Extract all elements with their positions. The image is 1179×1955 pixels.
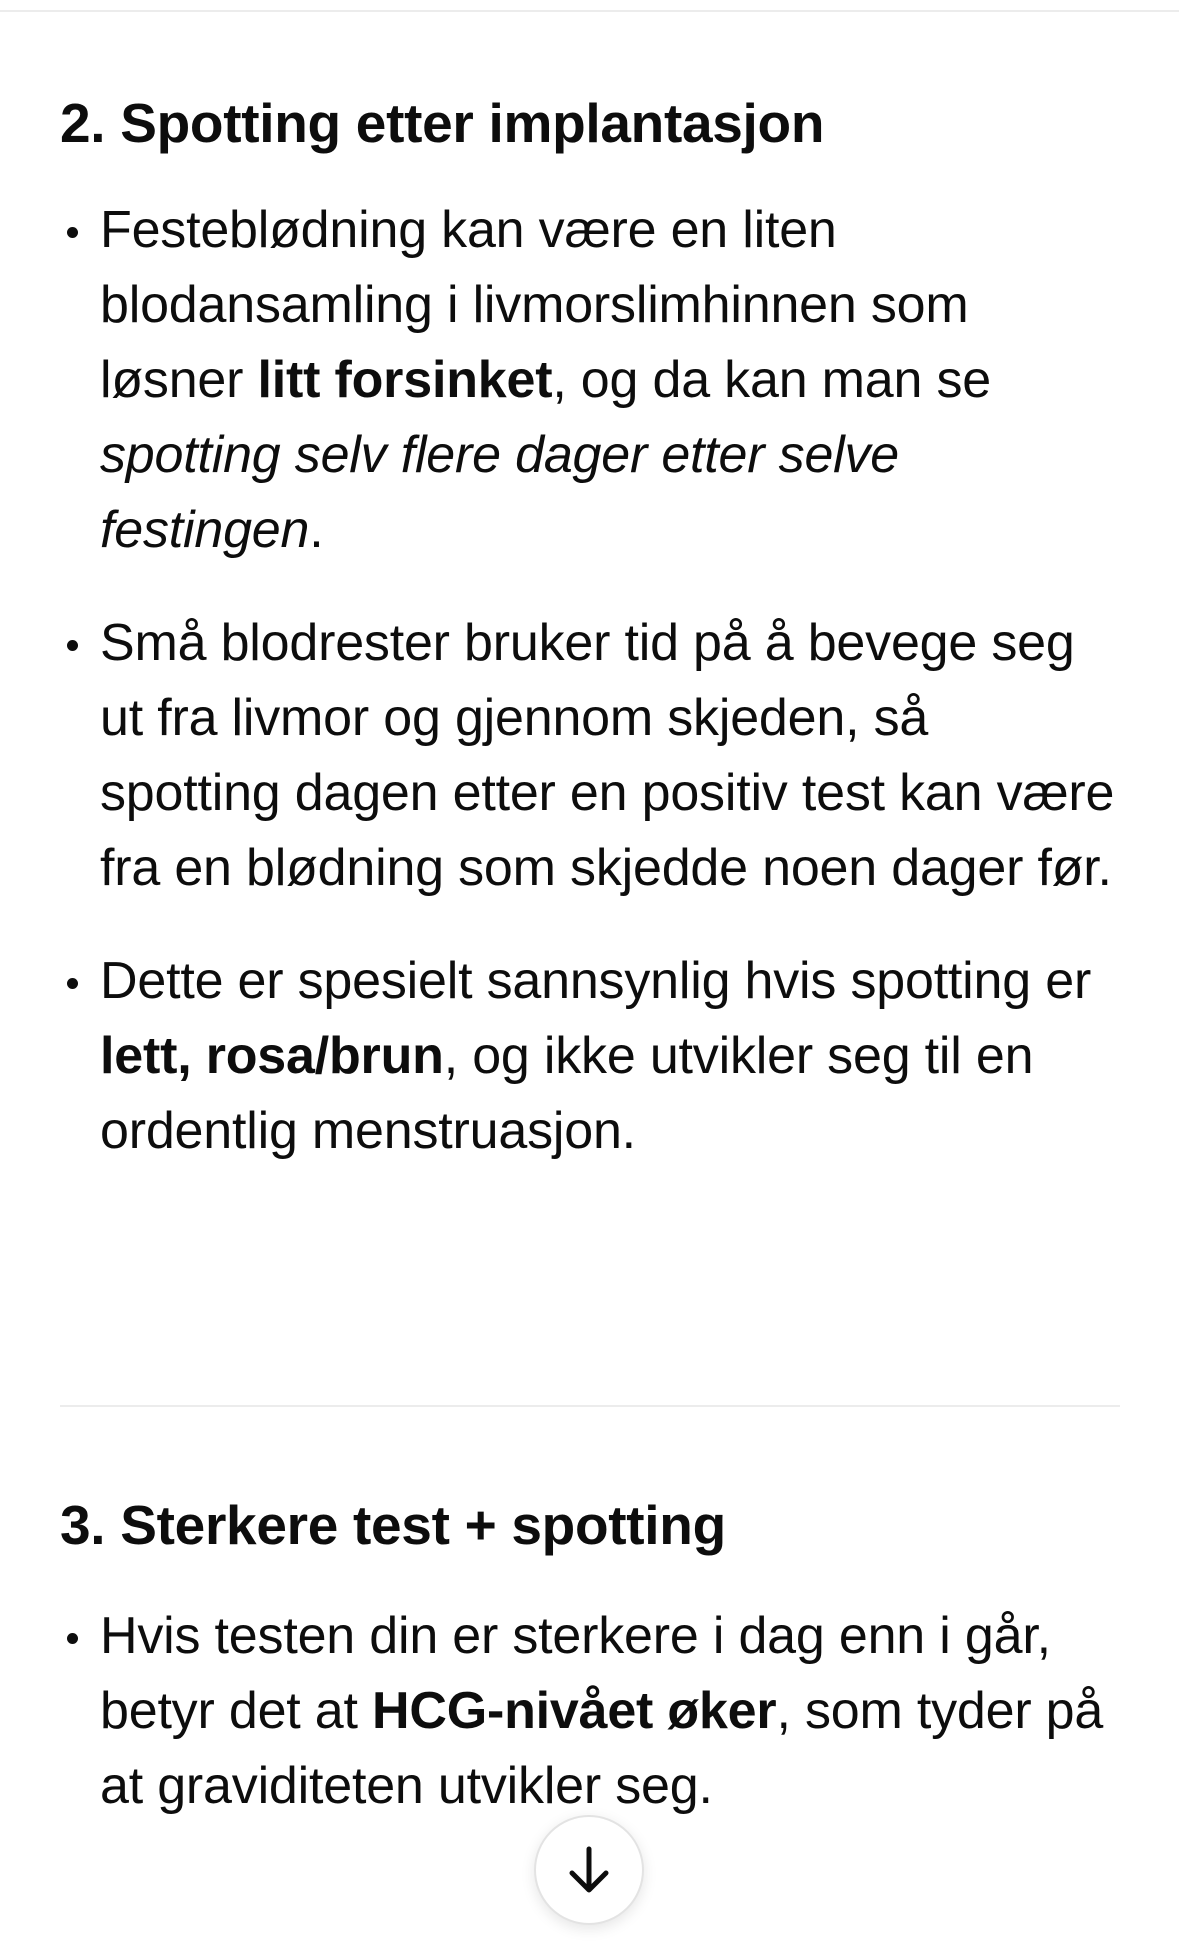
text-run: , som tyder på at graviditeten utvikler seg.: [100, 1682, 1104, 1815]
top-divider: [0, 10, 1179, 12]
list-item: [60, 606, 1120, 906]
text-run: Hvis testen din er sterkere i dag enn i går, betyr det at: [100, 1607, 1051, 1740]
section-heading-spotting-implantation: 2. Spotting etter implantasjon: [60, 92, 825, 154]
section-heading-stronger-test: 3. Sterkere test + spotting: [60, 1494, 726, 1556]
text-run: Festeblødning kan være en liten blodansamling i livmorslimhinnen som løsner: [100, 201, 969, 409]
section-divider: [60, 1405, 1120, 1407]
bold-text: lett, rosa/brun: [100, 1027, 444, 1085]
bullet-list-stronger-test: [60, 1599, 1120, 1824]
text-run: , og da kan man se: [552, 351, 991, 409]
text-run: Dette er spesielt sannsynlig hvis spotting er: [100, 952, 1092, 1010]
bold-text: HCG-nivået øker: [372, 1682, 777, 1740]
list-item: [60, 193, 1120, 568]
italic-text: spotting selv flere dager etter selve festingen: [100, 426, 900, 559]
bullet-list-spotting-implantation: [60, 193, 1120, 1169]
list-item: [60, 1599, 1120, 1824]
text-run: Små blodrester bruker tid på å bevege seg ut fra livmor og gjennom skjeden, så spotting dagen etter en positiv test kan være fra en blødning som skjedde noen dager før.: [100, 614, 1115, 897]
text-run: .: [309, 501, 324, 559]
scroll-to-bottom-button[interactable]: [534, 1815, 644, 1925]
arrow-down-icon: [566, 1845, 612, 1895]
list-item: [60, 944, 1120, 1169]
text-run: , og ikke utvikler seg til en ordentlig menstruasjon.: [100, 1027, 1034, 1160]
bold-text: litt forsinket: [257, 351, 553, 409]
